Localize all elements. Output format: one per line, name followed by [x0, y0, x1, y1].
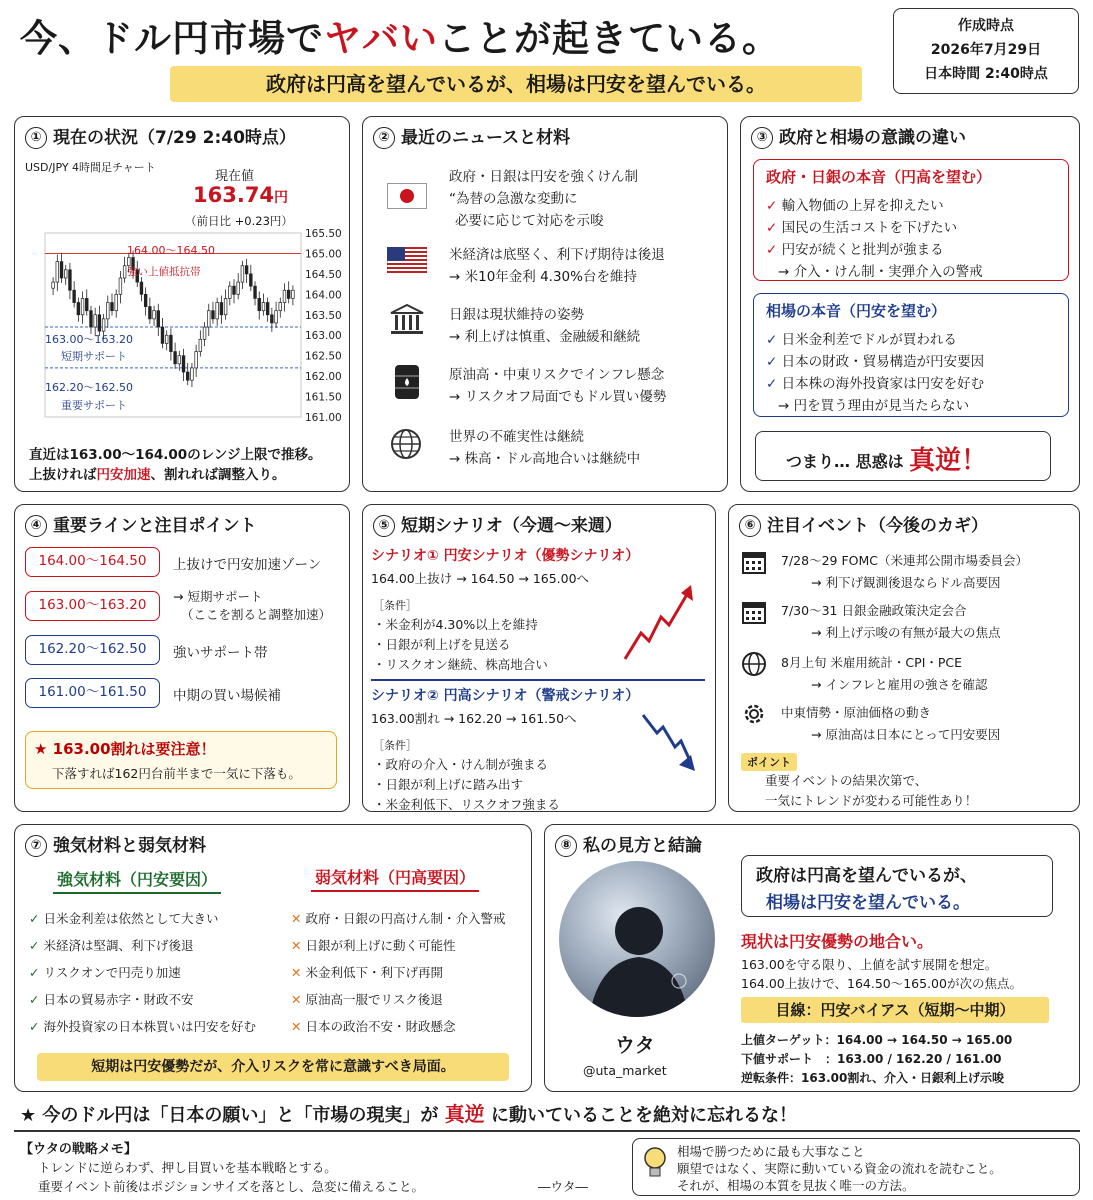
timestamp-box — [893, 8, 1079, 94]
panel-title: ① 現在の状況（7/29 2:40時点） — [25, 123, 296, 149]
event-3-title: 8月上旬 米雇用統計・CPI・PCE — [781, 655, 963, 670]
candle — [106, 296, 109, 328]
calendar-icon — [741, 549, 767, 575]
panel-title: ⑦ 強気材料と弱気材料 — [25, 831, 206, 857]
check-icon: ✓ — [766, 332, 778, 348]
panel-events — [728, 504, 1080, 812]
check-icon: ✓ — [29, 1019, 40, 1034]
price-change: （前日比 +0.23円） — [185, 214, 293, 228]
candle — [153, 306, 156, 326]
news-1-line-1: 政府・日銀は円安を強くけん制 — [449, 169, 638, 185]
point-label: ポイント — [741, 753, 797, 771]
market-item-1: ✓ 日米金利差でドルが買われる — [766, 332, 957, 348]
event-2-title: 7/30～31 日銀金融政策決定会合 — [781, 603, 967, 618]
event-4-title: 中東情勢・原油価格の動き — [781, 705, 932, 720]
event-1-note: → 利下げ観測後退ならドル高要因 — [811, 575, 1001, 590]
candle — [245, 259, 248, 283]
candle — [170, 328, 173, 360]
quote-line-1: 政府は円高を望んでいるが、 — [756, 866, 977, 886]
bear-item-3: ✕ 米金利低下・利下げ再開 — [291, 965, 443, 980]
scenario2-cond: ［条件］ — [373, 739, 417, 752]
status-text: 現状は円安優勢の地合い。 — [741, 932, 934, 951]
up-target: 上値ターゲット：164.00 → 164.50 → 165.00 — [741, 1033, 1013, 1047]
line-range-4: 161.00～161.50 — [25, 678, 160, 708]
summary-line-2: 上抜ければ円安加速、割れれば調整入り。 — [29, 467, 286, 483]
candle — [254, 281, 257, 305]
line-range-2: 163.00～163.20 — [25, 591, 160, 621]
current-price: 163.74円 — [193, 183, 289, 207]
candle — [195, 345, 198, 377]
author-handle: @uta_market — [583, 1063, 667, 1078]
bull-title: 強気材料（円安要因） — [53, 867, 221, 894]
timestamp-date: 2026年7月29日 — [930, 42, 1042, 58]
tip-line-2: 願望ではなく、実際に動いている資金の流れを読むこと。 — [677, 1161, 1002, 1176]
band2-note: 短期サポート — [61, 350, 127, 363]
body-line-2: 164.00上抜けで、164.50～165.00が次の焦点。 — [741, 976, 1022, 991]
cross-icon: ✕ — [291, 938, 302, 953]
candle — [212, 302, 215, 324]
panel-title: ⑥ 注目イベント（今後のカギ） — [739, 511, 988, 537]
candle — [203, 322, 206, 346]
panel-title: ⑧ 私の見方と結論 — [555, 831, 702, 857]
candle — [144, 287, 147, 315]
candle — [157, 304, 160, 336]
candle — [216, 298, 219, 326]
title-highlight: ヤバい — [324, 17, 438, 60]
gov-title: 政府・日銀の本音（円高を望む） — [766, 168, 992, 186]
event-4-note: → 原油高は日本にとって円安要因 — [811, 727, 1001, 742]
candle — [191, 363, 194, 387]
divider — [371, 679, 705, 681]
gear-icon — [741, 701, 767, 727]
y-tick-label: 162.00 — [305, 371, 342, 384]
panel-scenarios — [362, 504, 716, 812]
panel-conclusion — [544, 824, 1080, 1092]
line-range-1: 164.00～164.50 — [25, 547, 160, 577]
scenario1-item-3: ・リスクオン継続、株高地合い — [373, 657, 548, 672]
main-title — [20, 8, 780, 62]
candle — [161, 318, 164, 348]
candle — [287, 281, 290, 303]
bear-item-5: ✕ 日本の政治不安・財政懸念 — [291, 1019, 456, 1034]
panel-news — [362, 116, 728, 492]
panel-gov-vs-market — [740, 116, 1080, 492]
band3-note: 重要サポート — [61, 399, 127, 412]
market-arrow: → 円を買う理由が見当たらない — [778, 398, 970, 414]
y-tick-label: 161.00 — [305, 412, 342, 424]
bear-item-4: ✕ 原油高一服でリスク後退 — [291, 992, 443, 1007]
candle — [241, 261, 244, 289]
reversal-condition: 逆転条件：163.00割れ、介入・日銀利上げ示唆 — [741, 1071, 1005, 1085]
y-tick-label: 162.50 — [305, 350, 342, 363]
candle — [69, 263, 72, 299]
down-support: 下値サポート ：163.00 / 162.20 / 161.00 — [741, 1052, 1002, 1066]
memo-line-2: 重要イベント前後はポジションサイズを落とし、急変に備えること。 — [38, 1179, 424, 1194]
scenario2-path: 163.00割れ → 162.20 → 161.50へ — [371, 711, 577, 726]
cross-icon: ✕ — [291, 965, 302, 980]
tip-box — [632, 1138, 1080, 1196]
bull-item-4: ✓ 日本の貿易赤字・財政不安 — [29, 992, 194, 1007]
chart-label: USD/JPY 4時間足チャート — [25, 161, 156, 174]
gov-item-2: ✓ 国民の生活コストを下げたい — [766, 220, 958, 236]
candle — [266, 298, 269, 322]
candle — [119, 271, 122, 303]
news-3-line-1: 日銀は現状維持の姿勢 — [449, 307, 584, 323]
conclusion-box — [755, 431, 1051, 481]
silhouette-icon — [559, 861, 715, 1017]
title-part-1: 今、ドル円市場で — [20, 17, 324, 60]
memo-title: 【ウタの戦略メモ】 — [20, 1142, 137, 1157]
tip-line-1: 相場で勝つために最も大事なこと — [677, 1144, 865, 1159]
candle — [149, 298, 152, 324]
band3-label: 162.20～162.50 — [45, 381, 133, 394]
news-1-line-2: “為替の急激な変動に — [449, 191, 578, 207]
candle — [111, 294, 114, 316]
candle — [275, 302, 278, 328]
point-line-1: 重要イベントの結果次第で、 — [765, 773, 928, 788]
memo-signature: ―ウタ― — [538, 1179, 588, 1194]
y-tick-label: 164.50 — [305, 268, 342, 281]
event-1-title: 7/28～29 FOMC（米連邦公開市場委員会） — [781, 553, 1028, 568]
conclusion-text: つまり… 思惑は 真逆！ — [786, 446, 988, 476]
candle — [228, 281, 231, 305]
y-tick-label: 161.50 — [305, 391, 342, 404]
lightbulb-icon — [641, 1145, 669, 1181]
event-2-note: → 利上げ示唆の有無が最大の焦点 — [811, 625, 1001, 640]
cross-icon: ✕ — [291, 911, 302, 926]
line-note-2b: （ここを割ると調整加速） — [181, 607, 332, 622]
panel-title: ⑤ 短期シナリオ（今週～来週） — [373, 511, 622, 537]
check-icon: ✓ — [766, 376, 778, 392]
candle — [174, 343, 177, 369]
panel-current-status — [14, 116, 350, 492]
target-title: 目線：円安バイアス（短期～中期） — [741, 997, 1049, 1023]
candle — [249, 265, 252, 291]
bull-item-5: ✓ 海外投資家の日本株買いは円安を好む — [29, 1019, 256, 1034]
news-5-line-1: 世界の不確実性は継続 — [449, 429, 584, 445]
candle — [85, 289, 88, 315]
scenario1-title: シナリオ① 円安シナリオ（優勢シナリオ） — [371, 548, 640, 564]
author-name: ウタ — [615, 1033, 655, 1057]
panel-title: ④ 重要ラインと注目ポイント — [25, 511, 257, 537]
timestamp-label: 作成時点 — [958, 18, 1014, 34]
avatar — [559, 861, 715, 1017]
price-label: 現在値 — [215, 169, 255, 184]
gov-box — [753, 159, 1069, 281]
news-4-line-1: 原油高・中東リスクでインフレ懸念 — [449, 367, 665, 383]
news-2-line-2: → 米10年金利 4.30%台を維持 — [449, 269, 637, 285]
cross-icon: ✕ — [291, 1019, 302, 1034]
scenario1-item-1: ・米金利が4.30%以上を維持 — [373, 617, 538, 632]
japan-flag-icon — [387, 183, 427, 209]
check-icon: ✓ — [766, 242, 778, 258]
bear-item-1: ✕ 政府・日銀の円高けん制・介入警戒 — [291, 911, 506, 926]
bull-bear-footer: 短期は円安優勢だが、介入リスクを常に意識すべき局面。 — [37, 1053, 509, 1081]
gov-item-1: ✓ 輸入物価の上昇を抑えたい — [766, 198, 944, 214]
panel-bull-bear — [14, 824, 532, 1092]
candle — [292, 285, 295, 305]
check-icon: ✓ — [766, 220, 778, 236]
quote-line-2: 相場は円安を望んでいる。 — [766, 893, 970, 913]
panel-title: ③ 政府と相場の意識の違い — [751, 123, 966, 149]
bank-icon — [389, 303, 425, 337]
check-icon: ✓ — [29, 992, 40, 1007]
scenario1-cond: ［条件］ — [373, 599, 417, 612]
oil-barrel-icon — [393, 363, 421, 401]
body-line-1: 163.00を守る限り、上値を試す展開を想定。 — [741, 957, 998, 972]
check-icon: ✓ — [29, 938, 40, 953]
candle — [237, 273, 240, 299]
line-note-3: 強いサポート帯 — [173, 645, 268, 661]
bull-item-3: ✓ リスクオンで円売り加速 — [29, 965, 181, 980]
us-flag-icon — [387, 247, 427, 273]
market-box — [753, 293, 1069, 417]
candle — [283, 283, 286, 311]
candle — [81, 291, 84, 323]
check-icon: ✓ — [29, 911, 40, 926]
panel-title: ② 最近のニュースと材料 — [373, 123, 570, 149]
candle — [77, 298, 80, 322]
down-trend-arrow-icon — [639, 711, 699, 775]
candle — [60, 253, 63, 283]
bottom-banner: ★ 今のドル円は「日本の願い」と「市場の現実」が 真逆 に動いていることを絶対に忘れるな！ — [20, 1102, 797, 1126]
alert-box — [25, 731, 337, 789]
check-icon: ✓ — [766, 198, 778, 214]
check-icon: ✓ — [29, 965, 40, 980]
market-item-3: ✓ 日本株の海外投資家は円安を好む — [766, 376, 985, 392]
candle — [73, 281, 76, 307]
y-tick-label: 165.50 — [305, 228, 342, 240]
memo-line-1: トレンドに逆らわず、押し目買いを基本戦略とする。 — [38, 1160, 337, 1175]
gov-item-3: ✓ 円安が続くと批判が強まる — [766, 242, 944, 258]
candle — [207, 304, 210, 336]
candle — [52, 277, 55, 295]
candle — [64, 265, 67, 285]
calendar-icon — [741, 599, 767, 625]
alert-title: ★ 163.00割れは要注意！ — [34, 740, 216, 758]
line-note-4: 中期の買い場候補 — [173, 688, 281, 704]
up-trend-arrow-icon — [619, 581, 699, 665]
candle — [233, 279, 236, 303]
subtitle-banner: 政府は円高を望んでいるが、相場は円安を望んでいる。 — [170, 66, 862, 102]
globe-icon — [389, 427, 423, 461]
scenario2-item-2: ・日銀が利上げに踏み出す — [373, 777, 524, 792]
candle — [262, 294, 265, 316]
band2-label: 163.00～163.20 — [45, 333, 133, 346]
candle — [182, 349, 185, 381]
scenario1-path: 164.00上抜け → 164.50 → 165.00へ — [371, 571, 590, 586]
y-tick-label: 165.00 — [305, 248, 342, 261]
timestamp-time: 日本時間 2:40時点 — [924, 66, 1048, 82]
bull-item-1: ✓ 日米金利差は依然として大きい — [29, 911, 219, 926]
candle — [90, 306, 93, 334]
candle — [220, 296, 223, 324]
scenario2-item-3: ・米金利低下、リスクオフ強まる — [373, 797, 560, 812]
alert-body: 下落すれば162円台前半まで一気に下落も。 — [52, 766, 301, 781]
point-line-2: 一気にトレンドが変わる可能性あり！ — [765, 793, 978, 808]
bear-title: 弱気材料（円高要因） — [311, 865, 479, 892]
band1-note: 強い上値抵抗帯 — [127, 266, 201, 278]
news-5-line-2: → 株高・ドル高地合いは継続中 — [449, 451, 641, 467]
candle — [199, 330, 202, 356]
title-part-2: ことが起きている。 — [438, 17, 780, 60]
y-tick-label: 163.00 — [305, 330, 342, 343]
event-3-note: → インフレと雇用の強さを確認 — [811, 677, 988, 692]
bear-item-2: ✕ 日銀が利上げに動く可能性 — [291, 938, 456, 953]
candle — [224, 289, 227, 319]
line-note-2: → 短期サポート — [173, 589, 263, 604]
news-3-line-2: → 利上げは慎重、金融緩和継続 — [449, 329, 641, 345]
line-range-3: 162.20～162.50 — [25, 635, 160, 665]
summary-line-1: 直近は163.00～164.00のレンジ上限で推移。 — [29, 447, 322, 463]
candle — [115, 289, 118, 317]
band1-label: 164.00～164.50 — [127, 244, 215, 257]
line-note-1: 上抜けで円安加速ゾーン — [173, 557, 322, 573]
scenario2-item-1: ・政府の介入・けん制が強まる — [373, 757, 549, 772]
tip-line-3: それが、相場の本質を見抜く唯一の方法。 — [677, 1178, 915, 1193]
candle — [140, 277, 143, 301]
candle — [271, 308, 274, 332]
bull-item-2: ✓ 米経済は堅調、利下げ後退 — [29, 938, 194, 953]
scenario1-item-2: ・日銀が利上げを見送る — [373, 637, 511, 652]
market-item-2: ✓ 日本の財政・貿易構造が円安要因 — [766, 354, 985, 370]
candle — [165, 330, 168, 350]
candle — [186, 363, 189, 385]
market-title: 相場の本音（円安を望む） — [766, 302, 947, 320]
candle — [258, 291, 261, 319]
divider — [14, 1130, 1080, 1132]
globe-icon — [741, 651, 767, 677]
cross-icon: ✕ — [291, 992, 302, 1007]
news-2-line-1: 米経済は底堅く、利下げ期待は後退 — [449, 247, 665, 263]
news-1-line-3: 必要に応じて対応を示唆 — [455, 213, 604, 229]
y-tick-label: 164.00 — [305, 289, 342, 302]
y-tick-label: 163.50 — [305, 309, 342, 322]
gov-arrow: → 介入・けん制・実弾介入の警戒 — [778, 264, 983, 280]
scenario2-title: シナリオ② 円高シナリオ（警戒シナリオ） — [371, 688, 640, 704]
candle — [123, 257, 126, 283]
quote-box — [741, 855, 1053, 917]
news-4-line-2: → リスクオフ局面でもドル買い優勢 — [449, 389, 667, 405]
candle — [279, 298, 282, 318]
panel-key-lines — [14, 504, 350, 812]
candle — [56, 255, 59, 291]
check-icon: ✓ — [766, 354, 778, 370]
